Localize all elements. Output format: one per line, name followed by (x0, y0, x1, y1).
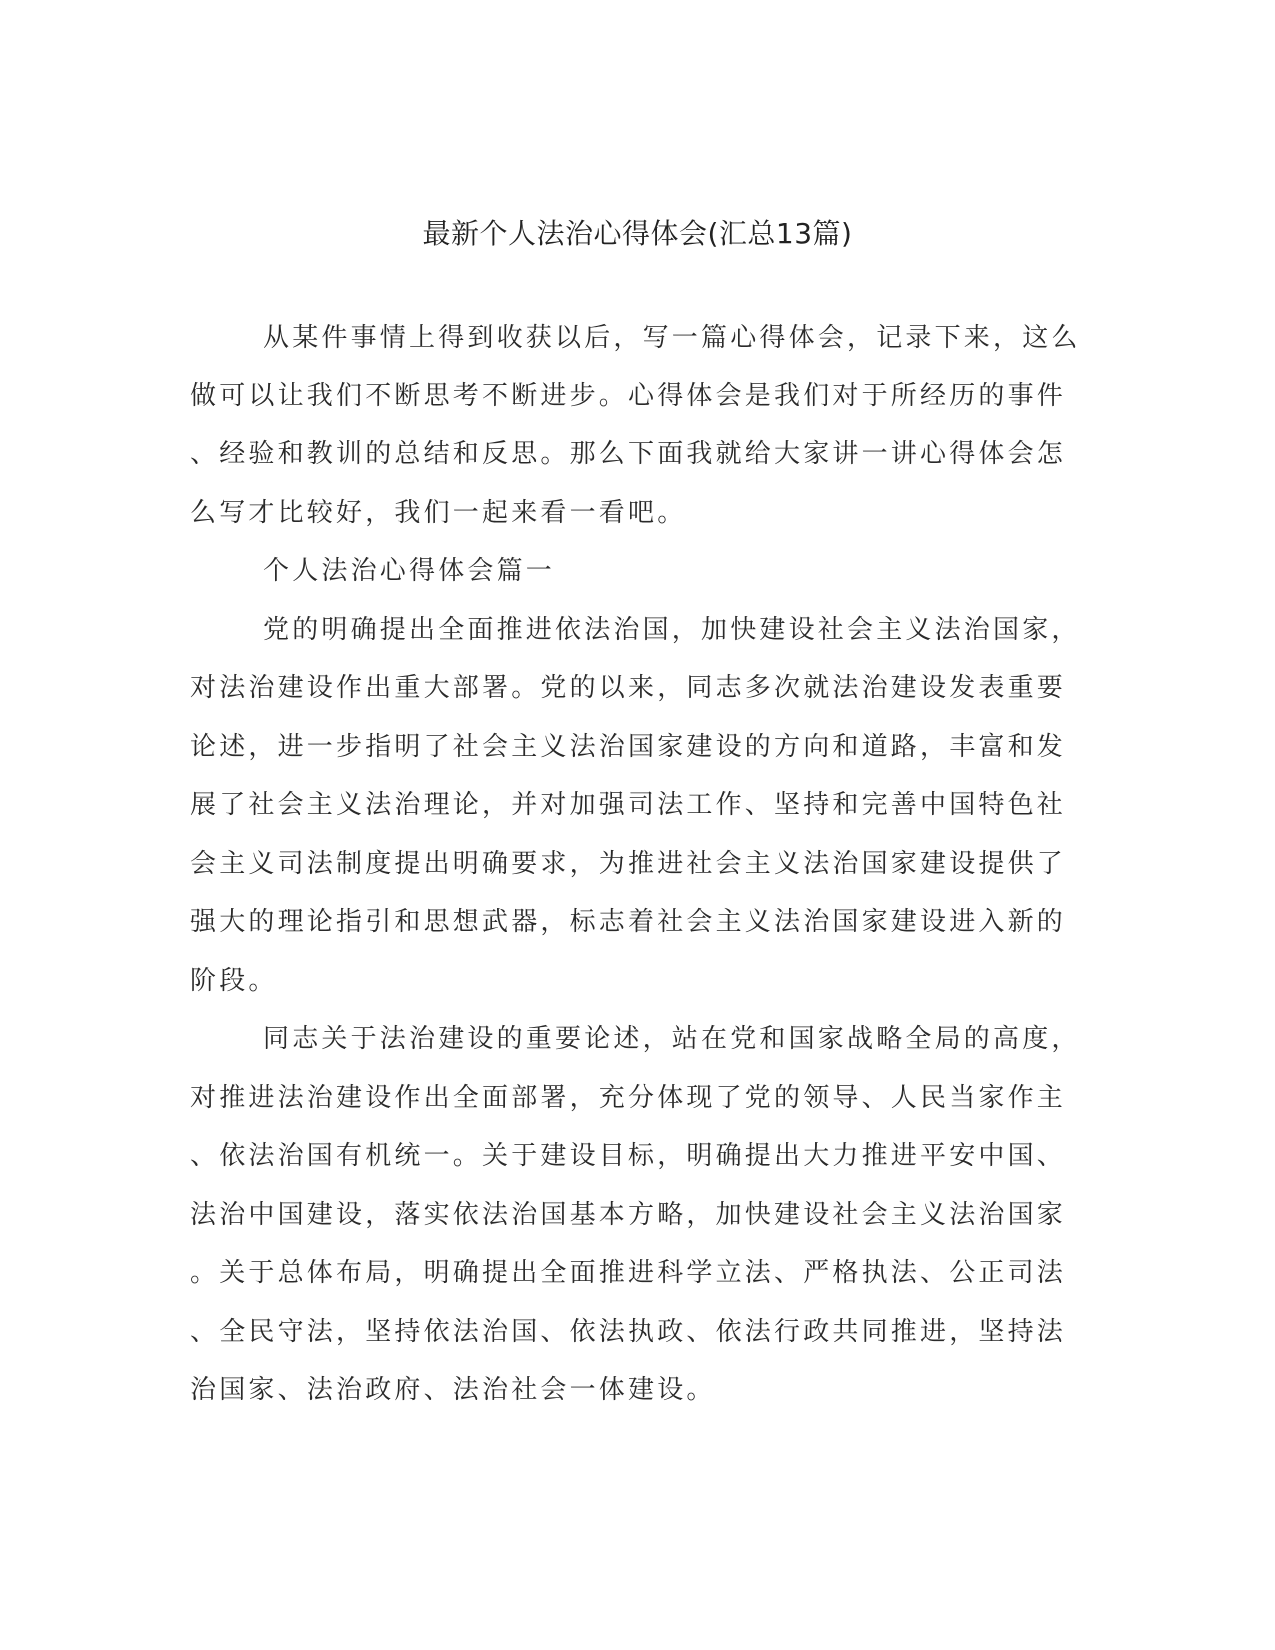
paragraph-line: 么写才比较好，我们一起来看一看吧。 (190, 498, 687, 528)
paragraph-line: 阶段。 (190, 966, 278, 996)
paragraph-line: 强大的理论指引和思想武器，标志着社会主义法治国家建设进入新的 (190, 907, 1067, 937)
paragraph-line: 法治中国建设，落实依法治国基本方略，加快建设社会主义法治国家 (190, 1200, 1067, 1230)
paragraph-line: 从某件事情上得到收获以后，写一篇心得体会，记录下来，这么 (263, 323, 1081, 353)
paragraph-line: 、依法治国有机统一。关于建设目标，明确提出大力推进平安中国、 (190, 1141, 1067, 1171)
paragraph-line: 展了社会主义法治理论，并对加强司法工作、坚持和完善中国特色社 (190, 790, 1067, 820)
document-title: 最新个人法治心得体会(汇总13篇) (422, 217, 853, 250)
paragraph-line: 、全民守法，坚持依法治国、依法执政、依法行政共同推进，坚持法 (190, 1317, 1067, 1347)
paragraph-line: 会主义司法制度提出明确要求，为推进社会主义法治国家建设提供了 (190, 849, 1067, 879)
paragraph-line: 党的明确提出全面推进依法治国，加快建设社会主义法治国家， (263, 615, 1081, 645)
paragraph-line: 做可以让我们不断思考不断进步。心得体会是我们对于所经历的事件 (190, 381, 1067, 411)
paragraph-line: 对法治建设作出重大部署。党的以来，同志多次就法治建设发表重要 (190, 673, 1067, 703)
paragraph-line: 同志关于法治建设的重要论述，站在党和国家战略全局的高度， (263, 1024, 1081, 1054)
paragraph-line: 。关于总体布局，明确提出全面推进科学立法、严格执法、公正司法 (190, 1258, 1067, 1288)
section-heading: 个人法治心得体会篇一 (263, 556, 556, 586)
paragraph-line: 、经验和教训的总结和反思。那么下面我就给大家讲一讲心得体会怎 (190, 439, 1067, 469)
paragraph-line: 治国家、法治政府、法治社会一体建设。 (190, 1375, 716, 1405)
paragraph-line: 对推进法治建设作出全面部署，充分体现了党的领导、人民当家作主 (190, 1083, 1067, 1113)
paragraph-line: 论述，进一步指明了社会主义法治国家建设的方向和道路，丰富和发 (190, 732, 1067, 762)
